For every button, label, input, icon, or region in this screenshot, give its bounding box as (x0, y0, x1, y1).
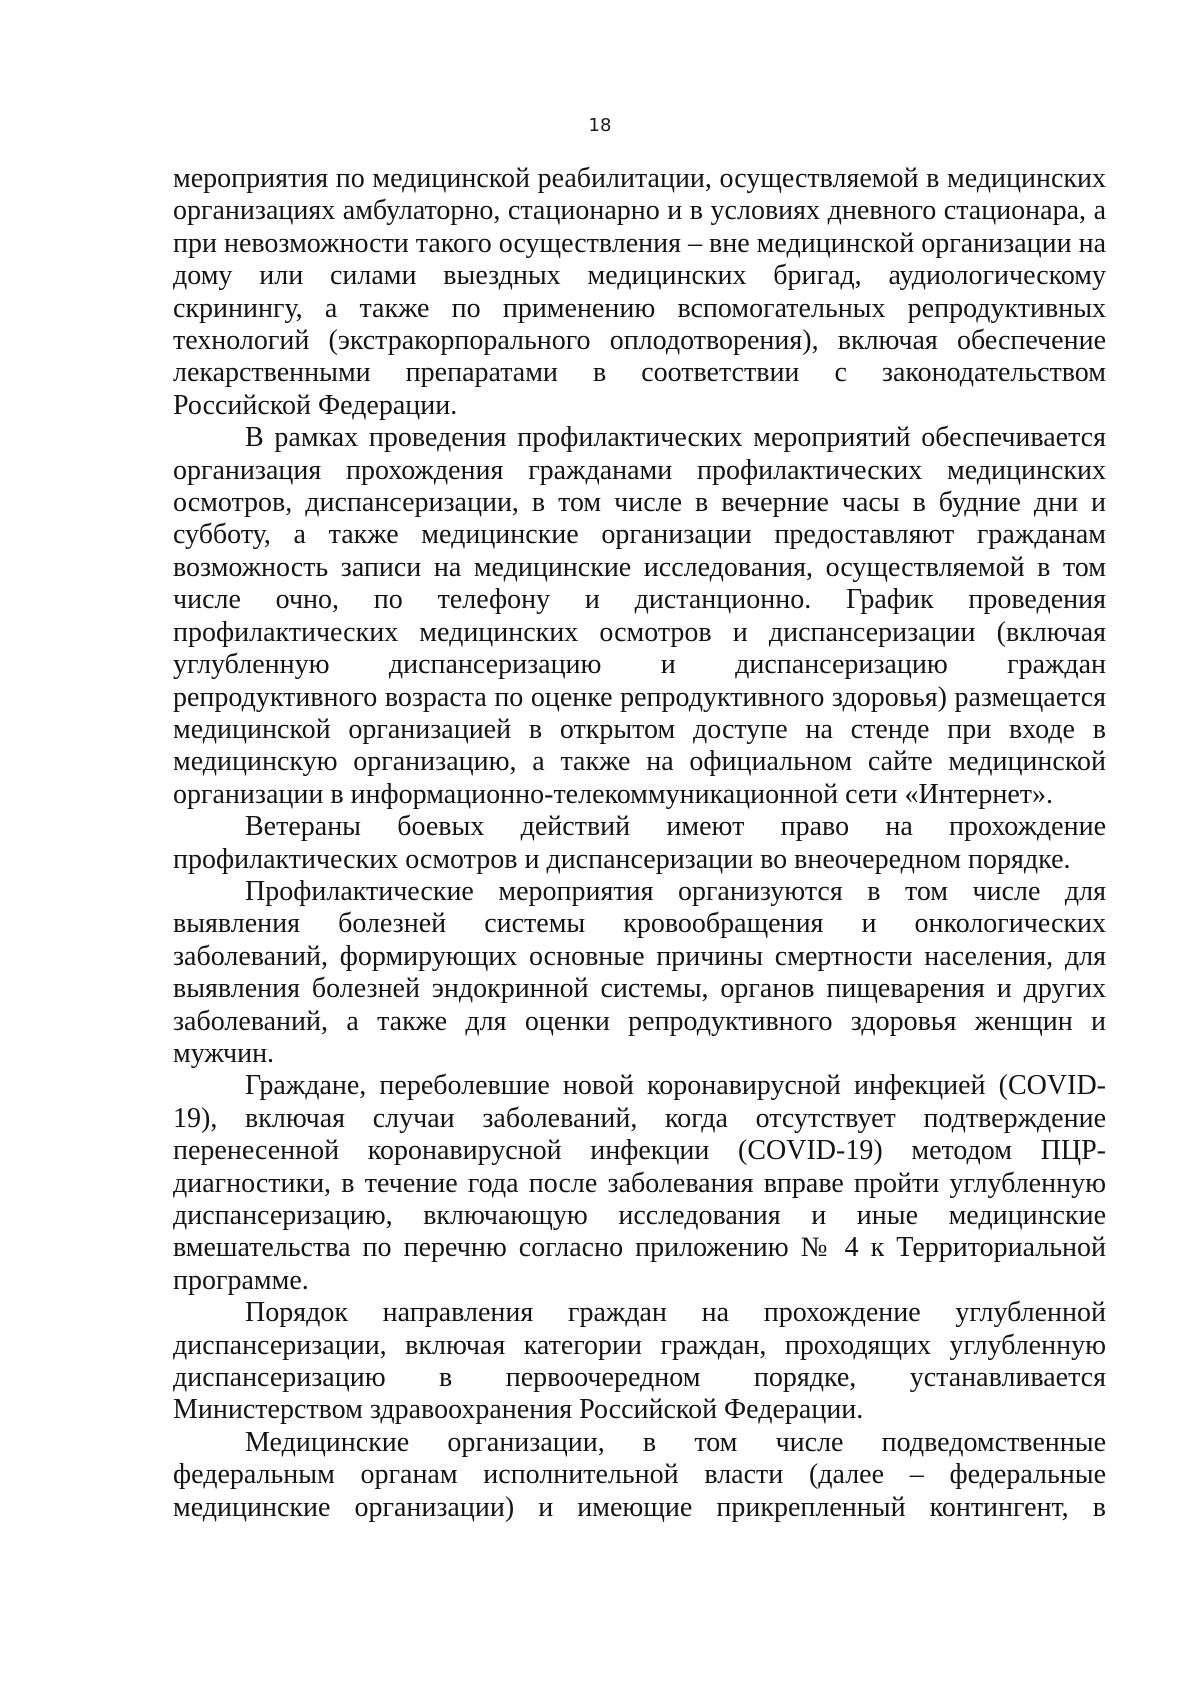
paragraph-federal-organizations: Медицинские организации, в том числе подведомственные федеральным органам исполнительной власти (далее – федеральные медицинские организации) и имеющие прикрепленный контингент, в (173, 1426, 1106, 1523)
paragraph-referral-procedure: Порядок направления граждан на прохождение углубленной диспансеризации, включая категории граждан, проходящих углубленную диспансеризацию в первоочередном порядке, устанавливается Министерством здравоохранения Российской Федерации. (173, 1297, 1106, 1426)
paragraph-disease-detection: Профилактические мероприятия организуются в том числе для выявления болезней системы кровообращения и онкологических заболеваний, формирующих основные причины смертности населения, для выявления болезней эндокринной системы, органов пищеварения и других заболеваний, а также для оценки репродуктивного здоровья женщин и мужчин. (173, 875, 1106, 1069)
paragraph-preventive-measures: В рамках проведения профилактических мероприятий обеспечивается организация прохождения гражданами профилактических медицинских осмотров, диспансеризации, в том числе в вечерние часы в будние дни и субботу, а также медицинские организации предоставляют гражданам возможность записи на медицинские исследования, осуществляемой в том числе очно, по телефону и дистанционно. График проведения профилактических медицинских осмотров и диспансеризации (включая углубленную диспансеризацию и диспансеризацию граждан репродуктивного возраста по оценке репродуктивного здоровья) размещается медицинской организацией в открытом доступе на стенде при входе в медицинскую организацию, а также на официальном сайте медицинской организации в информационно-телекоммуникационной сети «Интернет». (173, 422, 1106, 810)
paragraph-rehabilitation: мероприятия по медицинской реабилитации, осуществляемой в медицинских организациях амбулаторно, стационарно и в условиях дневного стационара, а при невозможности такого осуществления – вне медицинской организации на дому или силами выездных медицинских бригад, аудиологическому скринингу, а также по применению вспомогательных репродуктивных технологий (экстракорпорального оплодотворения), включая обеспечение лекарственными препаратами в соответствии с законодательством Российской Федерации. (173, 163, 1106, 421)
paragraph-covid-dispensary: Граждане, переболевшие новой коронавирусной инфекцией (COVID-19), включая случаи заболеваний, когда отсутствует подтверждение перенесенной коронавирусной инфекции (COVID-19) методом ПЦР-диагностики, в течение года после заболевания вправе пройти углубленную диспансеризацию, включающую исследования и иные медицинские вмешательства по перечню согласно приложению № 4 к Территориальной программе. (173, 1070, 1106, 1296)
document-body (173, 163, 1106, 1524)
page-number: 18 (588, 115, 612, 136)
paragraph-combat-veterans: Ветераны боевых действий имеют право на прохождение профилактических осмотров и диспансеризации во внеочередном порядке. (173, 811, 1106, 875)
